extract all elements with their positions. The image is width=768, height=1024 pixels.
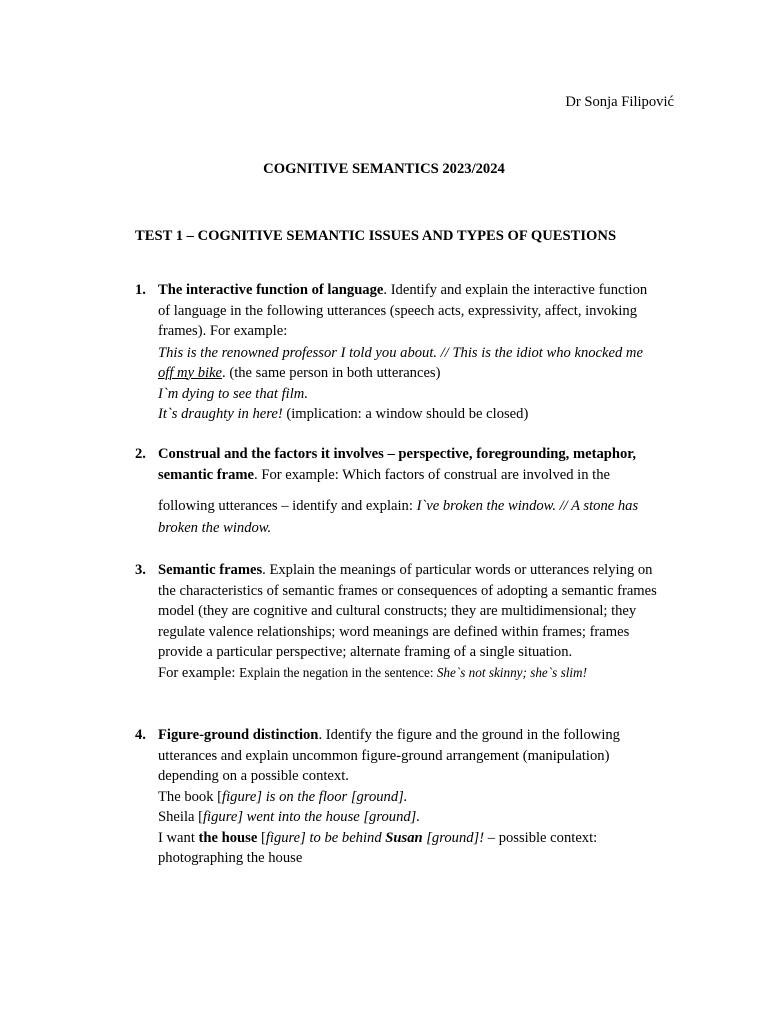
question-text: the characteristics of semantic frames or consequences of adopting a semantic frames: [158, 582, 657, 599]
question-text: provide a particular perspective; alternate framing of a single situation.: [158, 644, 573, 660]
question-text: . Explain the meanings of particular words or utterances relying on: [262, 562, 653, 578]
question-text: regulate valence relationships; word meanings are defined within frames; frames: [158, 623, 630, 640]
question-text: Explain the negation in the sentence:: [239, 664, 437, 680]
example-text: off my bike: [158, 365, 223, 381]
example-note: (implication: a window should be closed): [282, 406, 529, 422]
question-title: Semantic frames: [158, 562, 263, 578]
question-title: Construal and the factors it involves – perspective, foregrounding, metaphor,: [158, 446, 637, 462]
example-text: [: [257, 829, 266, 846]
question-text: frames). For example:: [158, 323, 288, 339]
question-2: [135, 444, 670, 538]
question-title: semantic frame: [158, 466, 255, 483]
course-title: COGNITIVE SEMANTICS 2023/2024: [263, 161, 505, 177]
question-number: 3.: [135, 562, 146, 578]
question-1: [135, 280, 670, 425]
question-text: . For example: Which factors of construal are involved in the: [254, 466, 610, 483]
question-text: For example:: [158, 664, 240, 681]
example-note: – possible context:: [484, 829, 598, 846]
author-name: Dr Sonja Filipović: [565, 94, 674, 110]
example-text: figure] went into the house [ground].: [203, 809, 421, 825]
example-text: figure] to be behind: [265, 829, 386, 846]
question-text: . Identify and explain the interactive function: [383, 282, 648, 298]
question-number: 1.: [135, 282, 146, 298]
example-text: I`ve broken the window. // A stone has: [416, 498, 639, 514]
question-4: [135, 725, 670, 869]
example-text: This is the renowned professor I told you about. // This is the idiot who knocked me: [158, 344, 643, 361]
question-3: [135, 560, 670, 683]
example-text: Susan: [385, 829, 423, 846]
example-text: figure] is on the floor [ground].: [222, 788, 408, 805]
question-number: 2.: [135, 446, 146, 462]
question-text: of language in the following utterances (speech acts, expressivity, affect, invoking: [158, 302, 638, 319]
example-text: It`s draughty in here!: [158, 406, 283, 422]
example-text: I`m dying to see that film.: [158, 385, 308, 402]
question-text: utterances and explain uncommon figure-ground arrangement (manipulation): [158, 747, 610, 764]
example-note: . (the same person in both utterances): [222, 365, 441, 381]
example-text: I want: [158, 829, 199, 846]
example-text: The book [: [158, 788, 223, 805]
example-text: broken the window.: [158, 519, 272, 536]
question-text: model (they are cognitive and cultural constructs; they are multidimensional; they: [158, 603, 637, 619]
example-text: Sheila [: [158, 809, 203, 825]
question-title: The interactive function of language: [158, 282, 384, 298]
question-text: following utterances – identify and explain:: [158, 498, 417, 514]
question-text: depending on a possible context.: [158, 768, 349, 784]
example-text: [ground]!: [422, 829, 485, 846]
question-text: . Identify the figure and the ground in the following: [318, 727, 620, 743]
test-title: TEST 1 – COGNITIVE SEMANTIC ISSUES AND TYPES OF QUESTIONS: [135, 228, 617, 244]
example-text: She`s not skinny; she`s slim!: [436, 664, 587, 680]
example-text: the house: [198, 829, 258, 846]
question-number: 4.: [135, 727, 146, 743]
example-note: photographing the house: [158, 850, 303, 866]
question-title: Figure-ground distinction: [158, 727, 319, 743]
